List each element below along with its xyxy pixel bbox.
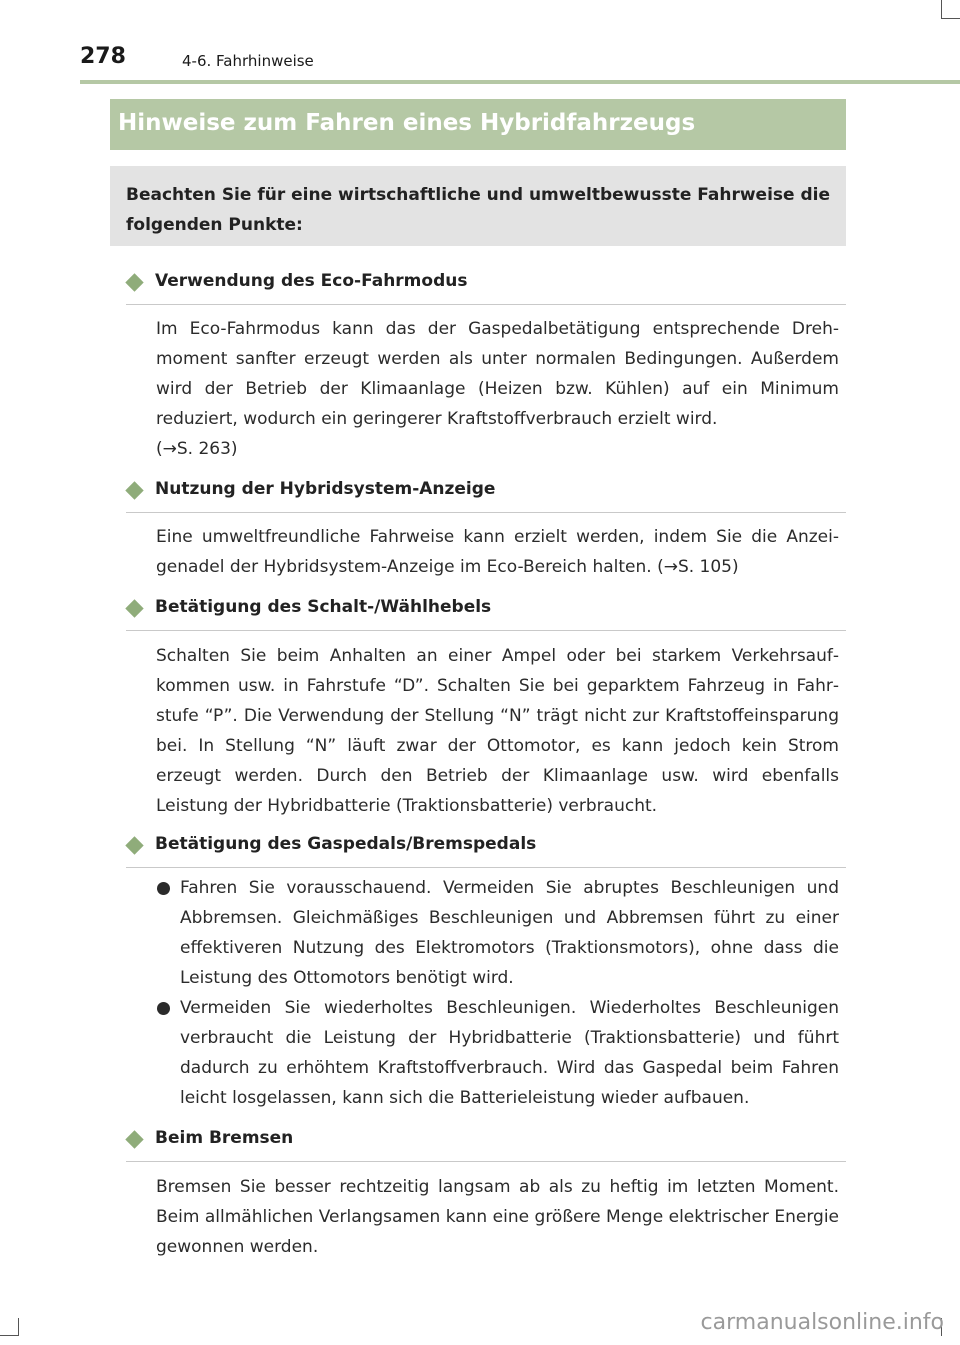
watermark: carmanualsonline.info [700,1310,944,1335]
crop-mark [18,1318,19,1336]
section-text-hybrid-indicator: Eine umweltfreundliche Fahrweise kann erzielt werden, indem Sie die Anzeigenadel der Hybridsystem-Anzeige im Eco-Bereich halten. (→S. 105) [156,527,839,577]
section-title: Verwendung des Eco-Fahrmodus [155,271,468,291]
section-text-shift-lever: Schalten Sie beim Anhalten an einer Ampel oder bei starkem Verkehrsaufkommen usw. in Fahrstufe “D”. Schalten Sie bei geparktem Fahrzeug in Fahrstufe “P”. Die Verwendung der Stellung “N” trägt nicht zur Kraftstoffeinsparung bei. In Stellung “N” läuft zwar der Ottomotor, es kann jedoch kein Strom erzeugt werden. Durch den Betrieb der Klimaanlage usw. wird ebenfalls Leistung der Hybridbatterie (Traktionsbatterie) verbraucht. [156,646,839,816]
section-title: Nutzung der Hybridsystem-Anzeige [155,479,496,499]
section-label: 4-6. Fahrhinweise [182,52,314,70]
section-heading-shift-lever [126,594,846,631]
crop-mark [941,0,942,18]
bullet-text: Vermeiden Sie wiederholtes Beschleunigen. Wiederholtes Beschleunigen verbraucht die Leistung der Hybridbatterie (Traktionsbatterie) und führt dadurch zu erhöhtem Kraftstoffverbrauch. Wird das Gaspedal beim Fahren leicht losgelassen, kann sich die Batterieleistung wieder aufbauen. [180,998,839,1108]
intro-text: Beachten Sie für eine wirtschaftliche und umweltbewusste Fahrweise die folgenden Punkte: [126,185,831,235]
section-title: Betätigung des Schalt-/Wählhebels [155,597,492,617]
page-reference-link[interactable]: (→S. 263) [156,439,238,459]
paragraph-text: Im Eco-Fahrmodus kann das der Gaspedalbetätigung entsprechende Drehmoment sanfter erzeugt werden als unter normalen Bedingungen. Außerdem wird der Betrieb der Klimaanlage (Heizen bzw. Kühlen) auf ein Minimum reduziert, wodurch ein geringerer Kraftstoffverbrauch erzielt wird. [156,319,839,429]
section-heading-eco-mode [126,268,846,305]
diamond-icon [125,273,143,291]
section-text-braking: Bremsen Sie besser rechtzeitig langsam ab als zu heftig im letzten Moment. Beim allmählichen Verlangsamen kann eine größere Menge elektrischer Energie gewonnen werden. [156,1177,839,1257]
bullet-text: Fahren Sie vorausschauend. Vermeiden Sie abruptes Beschleunigen und Abbremsen. Gleichmäßiges Beschleunigen und Abbremsen führt zu einer effektiveren Nutzung des Elektromotors (Traktionsmotors), ohne dass die Leistung des Ottomotors benötigt wird. [180,878,839,988]
crop-mark [941,18,960,19]
section-heading-braking [126,1125,846,1162]
title-banner [110,99,846,150]
crop-mark [0,1335,18,1336]
intro-box [110,166,846,246]
bullet-icon [157,882,170,895]
bullet-icon [157,1002,170,1015]
section-heading-hybrid-indicator [126,476,846,513]
section-title: Beim Bremsen [155,1128,294,1148]
section-text-eco-mode [156,314,839,464]
diamond-icon [125,836,143,854]
page-title: Hinweise zum Fahren eines Hybridfahrzeugs [118,110,696,136]
page-number: 278 [80,44,126,69]
header-divider [80,80,960,84]
section-heading-pedals [126,831,846,868]
section-title: Betätigung des Gaspedals/Bremspedals [155,834,537,854]
diamond-icon [125,599,143,617]
diamond-icon [125,1130,143,1148]
diamond-icon [125,481,143,499]
